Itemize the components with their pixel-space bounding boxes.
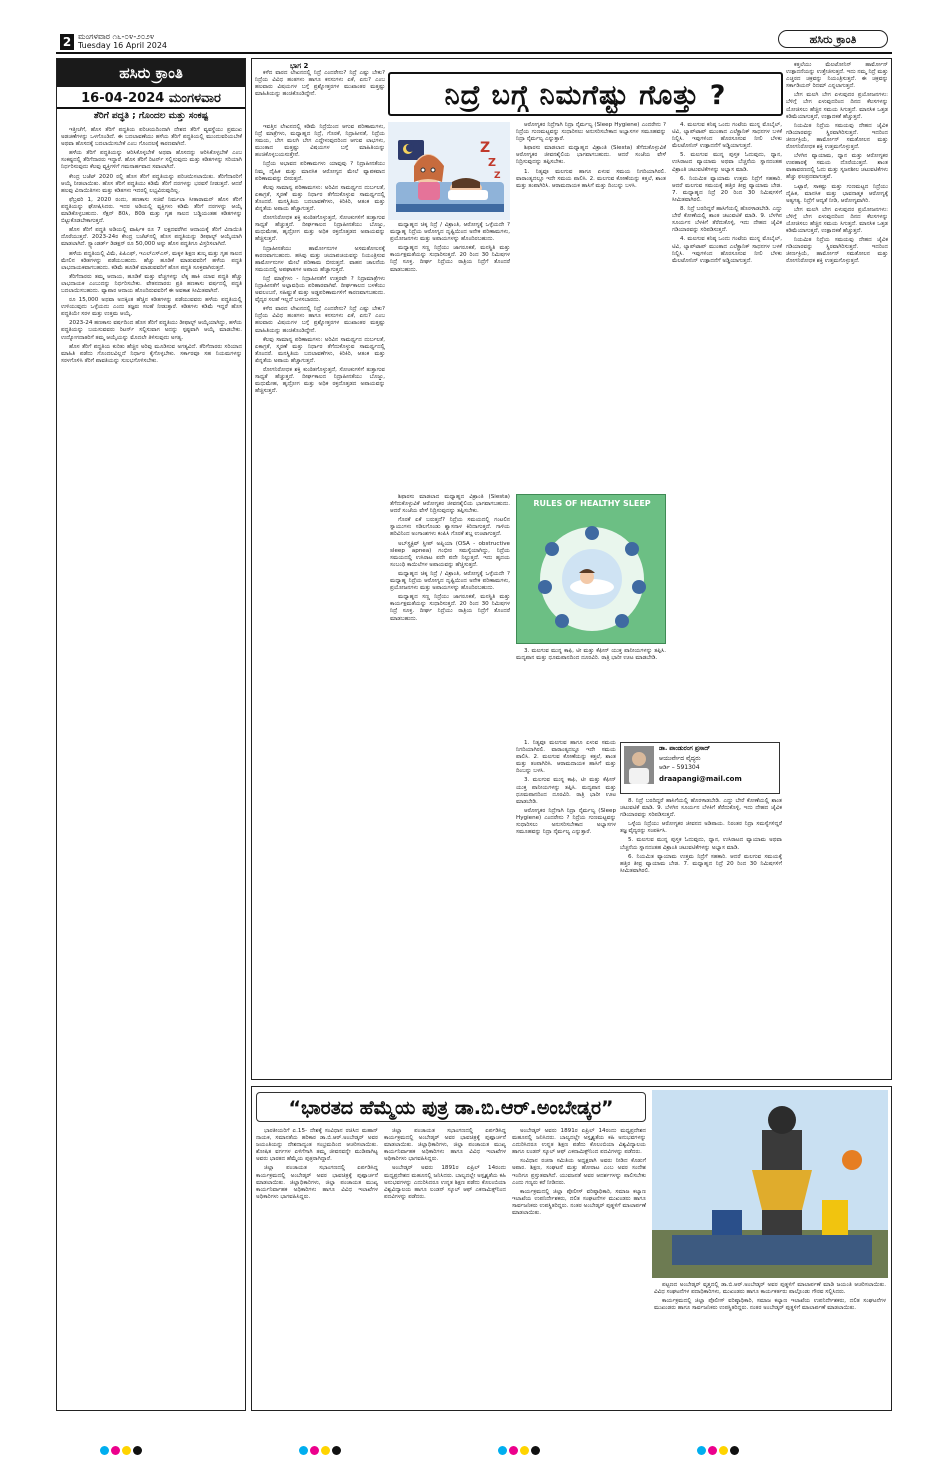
- paragraph: 1. ನಿತ್ಯವೂ ಮಲಗುವ ಹಾಗೂ ಏಳುವ ಸಮಯ ನಿಗದಿಯಾಗಿರಲಿ. ವಾರಾಂತ್ಯದಲ್ಲೂ ಇದೇ ಸಮಯ ಪಾಲಿಸಿ. 2. ಮಲಗುವ ಕೋಣೆಯನ್ನು ಕತ್ತಲೆ, ಶಾಂತ ಮತ್ತು ತಂಪಾಗಿರಿಸಿ. ಆರಾಮದಾಯಕ ಹಾಸಿಗೆ ಮತ್ತು ದಿಂಬನ್ನು ಬಳಸಿ.: [516, 168, 666, 189]
- paragraph: ಆರೋಗ್ಯಕರ ನಿದ್ರೆಗಾಗಿ ನಿದ್ರಾ ನೈರ್ಮಲ್ಯ (Sleep Hygiene) ಎಂದರೇನು ? ನಿದ್ರೆಯ ಗುಣಮಟ್ಟವನ್ನು ಸುಧಾರಿಸಲು ಅನುಸರಿಸಬೇಕಾದ ಅಭ್ಯಾಸಗಳ ಸಮೂಹವನ್ನು ನಿದ್ರಾ ನೈರ್ಮಲ್ಯ ಎನ್ನುತ್ತಾರೆ.: [516, 807, 616, 836]
- sleep-col4: [672, 122, 782, 738]
- header-paper-name: ಹಸಿರು ಕ್ರಾಂತಿ: [778, 30, 888, 48]
- ambedkar-col2: [384, 1128, 506, 1406]
- sleep-col3-lower: [516, 740, 616, 1074]
- part-label: ಭಾಗ 2: [290, 62, 309, 70]
- author-line2: ಆರ್ಡಿ – 591304: [659, 764, 700, 771]
- paragraph: ನಿಯಮಿತ ನಿದ್ರೆಯ ಸಮಯವು ದೇಹದ ಜೈವಿಕ ಗಡಿಯಾರವನ್ನು ಸ್ಥಿರವಾಗಿರಿಸುತ್ತದೆ. ಇದರಿಂದ ಜೀರ್ಣಕ್ರಿಯೆ, ಹಾರ್ಮೋನ್ ಸಮತೋಲನ ಮತ್ತು ರೋಗನಿರೋಧಕ ಶಕ್ತಿ ಉತ್ತಮಗೊಳ್ಳುತ್ತದೆ.: [786, 237, 888, 265]
- paragraph: ಕತ್ತಲೆಯು ಮೆಲಟೋನಿನ್ ಹಾರ್ಮೋನ್ ಉತ್ಪಾದನೆಯನ್ನು ಉತ್ತೇಜಿಸುತ್ತದೆ. ಇದು ನಮ್ಮ ನಿದ್ರೆ ಮತ್ತು ಎಚ್ಚರದ ಚಕ್ರವನ್ನು ನಿಯಂತ್ರಿಸುತ್ತದೆ. ಈ ಚಕ್ರವನ್ನು ಸರ್ಕಾಡಿಯನ್ ರಿದಮ್ ಎನ್ನಲಾಗುತ್ತದೆ.: [786, 62, 888, 90]
- sleep-rules-icon: [517, 509, 666, 644]
- registration-marks: [100, 1440, 860, 1452]
- paragraph: ಶಿಫಾರಸು ಮಾಡಲಾದ ಮಧ್ಯಾಹ್ನದ ವಿಶ್ರಾಂತಿ (Siesta) ತೆಗೆದುಕೊಳ್ಳುವಿಕೆ ಆರೋಗ್ಯಕರ ಜೀವನಶೈಲಿಯ ಭಾಗವಾಗಬಹುದು. ಆದರೆ ಸಂಜೆಯ ವೇಳೆ ನಿದ್ರಿಸುವುದನ್ನು ತಪ್ಪಿಸಬೇಕು.: [516, 145, 666, 166]
- author-line1: ಆಯುರ್ವೇದ ವೈದ್ಯರು: [659, 755, 701, 762]
- paragraph: ರೋಗನಿರೋಧಕ ಶಕ್ತಿ ಕುಂಠಿತಗೊಳ್ಳುತ್ತದೆ, ಸೋಂಕುಗಳಿಗೆ ತುತ್ತಾಗುವ ಸಾಧ್ಯತೆ ಹೆಚ್ಚುತ್ತದೆ. ದೀರ್ಘಕಾಲದ ನಿದ್ರಾಹೀನತೆಯು ಬೊಜ್ಜು, ಮಧುಮೇಹ, ಹೃದ್ರೋಗ ಮತ್ತು ಅಧಿಕ ರಕ್ತದೊತ್ತಡದ ಅಪಾಯವನ್ನು ಹೆಚ್ಚಿಸುತ್ತದೆ.: [255, 367, 385, 395]
- person-icon: [624, 746, 654, 784]
- bed-scene-icon: [388, 122, 510, 220]
- sleepless-illustration: [388, 122, 510, 220]
- paragraph: ಇವತ್ತಿನ ಲೇಖನದಲ್ಲಿ ಕಡಿಮೆ ನಿದ್ರೆಯಿಂದ ಆಗುವ ಪರಿಣಾಮಗಳು, ನಿದ್ರೆ ಮಾತ್ರೆಗಳು, ಮಧ್ಯಾಹ್ನದ ನಿದ್ರೆ, ಗೊರಕೆ, ನಿದ್ರಾಹೀನತೆ, ನಿದ್ರೆಯ ಸಮಯ, ಬೇಗ ಮಲಗಿ ಬೇಗ ಎದ್ದೇಳುವುದರಿಂದ ಆಗುವ ಲಾಭಗಳು, ಮುಂತಾದ ಮತ್ತಷ್ಟು ವಿಷಯಗಳ ಬಗ್ಗೆ ಮಾಹಿತಿಯನ್ನು ಹಂಚಿಕೊಳ್ಳಬಯಸುತ್ತೇನೆ.: [255, 124, 385, 159]
- paragraph: ಕಳೆದ ವಾರದ ಲೇಖನದಲ್ಲಿ ನಿದ್ರೆ ಎಂದರೇನು? ನಿದ್ರೆ ಎಷ್ಟು ಬೇಕು? ನಿದ್ರೆಯ ವಿವಿಧ ಹಂತಗಳು ಹಾಗೂ ಕನಸುಗಳು ಏಕೆ, ಏನು? ಎಂಬ ಹಲವಾರು ವಿಷಯಗಳ ಬಗ್ಗೆ ಪ್ರಶ್ನೋತ್ತರಗಳ ಮುಖಾಂತರ ಮತ್ತಷ್ಟು ಮಾಹಿತಿಯನ್ನು ಹಂಚಿಕೊಂಡಿದ್ದೇನೆ.: [255, 70, 385, 98]
- sleep-title: ನಿದ್ರೆ ಬಗ್ಗೆ ನಿಮಗೆಷ್ಟು ಗೊತ್ತು ?: [388, 72, 783, 116]
- paragraph: ಮಧ್ಯಾಹ್ನದ ಸಣ್ಣ ನಿದ್ರೆಯು ಜಾಗರೂಕತೆ, ಮನಸ್ಥಿತಿ ಮತ್ತು ಕಾರ್ಯಕ್ಷಮತೆಯನ್ನು ಸುಧಾರಿಸುತ್ತದೆ. 20 ರಿಂದ 30 ನಿಮಿಷಗಳ ನಿದ್ರೆ ಸೂಕ್ತ. ದೀರ್ಘ ನಿದ್ರೆಯು ರಾತ್ರಿಯ ನಿದ್ರೆಗೆ ತೊಂದರೆ ಮಾಡಬಹುದು.: [390, 245, 510, 273]
- paragraph: 4. ಮಲಗುವ ಕನಿಷ್ಠ ಒಂದು ಗಂಟೆಯ ಮುನ್ನ ಮೊಬೈಲ್, ಟಿವಿ, ಲ್ಯಾಪ್‌ಟಾಪ್ ಮುಂತಾದ ಎಲೆಕ್ಟ್ರಾನಿಕ್ ಸಾಧನಗಳ ಬಳಕೆ ನಿಲ್ಲಿಸಿ. ಇವುಗಳಿಂದ ಹೊರಸೂಸುವ ನೀಲಿ ಬೆಳಕು ಮೆಲಟೋನಿನ್ ಉತ್ಪಾದನೆಗೆ ಅಡ್ಡಿಯಾಗುತ್ತದೆ.: [672, 122, 782, 150]
- paragraph: ಹೊಸ ತೆರಿಗೆ ಪದ್ಧತಿ ಅಡಿಯಲ್ಲಿ ವಾರ್ಷಿಕ ರೂ 7 ಲಕ್ಷದವರೆಗಿನ ಆದಾಯಕ್ಕೆ ತೆರಿಗೆ ವಿನಾಯಿತಿ ದೊರೆಯುತ್ತದೆ. 2023-24ರ ಕೇಂದ್ರ ಬಜೆಟ್‌ನಲ್ಲಿ ಹೊಸ ಪದ್ಧತಿಯನ್ನು ಡೀಫಾಲ್ಟ್ ಆಯ್ಕೆಯಾಗಿ ಮಾಡಲಾಗಿದೆ. ಸ್ಟ್ಯಾಂಡರ್ಡ್ ಡಿಡಕ್ಷನ್ ರೂ 50,000 ಅನ್ನು ಹೊಸ ಪದ್ಧತಿಗೂ ವಿಸ್ತರಿಸಲಾಗಿದೆ.: [61, 227, 242, 248]
- paragraph: 8. ನಿದ್ರೆ ಬರದಿದ್ದರೆ ಹಾಸಿಗೆಯಲ್ಲಿ ಹೊರಳಾಡಬೇಡಿ. ಎದ್ದು ಬೇರೆ ಕೋಣೆಯಲ್ಲಿ ಶಾಂತ ಚಟುವಟಿಕೆ ಮಾಡಿ. 9. ಬೆಳಗಿನ ಸೂರ್ಯನ ಬೆಳಕಿಗೆ ತೆರೆದುಕೊಳ್ಳಿ, ಇದು ದೇಹದ ಜೈವಿಕ ಗಡಿಯಾರವನ್ನು ಸರಿಪಡಿಸುತ್ತದೆ.: [620, 798, 782, 819]
- paragraph: ಇತ್ತೀಚೆಗೆ, ಹೊಸ ತೆರಿಗೆ ಪದ್ಧತಿಯ ಪರಿಚಯದಿಂದಾಗಿ ದೇಶದ ತೆರಿಗೆ ವ್ಯವಸ್ಥೆಯು ಪ್ರಮುಖ ಅಡಚಣೆಗಳನ್ನು ಒಳಗೊಂಡಿದೆ. ಈ ಬದಲಾವಣೆಯು ಹಳೆಯ ತೆರಿಗೆ ಪದ್ಧತಿಯಲ್ಲಿ ಮುಂದುವರಿಯಬೇಕೆ ಅಥವಾ ಹೊಸದಕ್ಕೆ ಬದಲಾಯಿಸಬೇಕೆ ಎಂಬ ಗೊಂದಲಕ್ಕೆ ಕಾರಣವಾಗಿದೆ.: [61, 127, 242, 148]
- paragraph: ಕಳೆದ ವಾರದ ಲೇಖನದಲ್ಲಿ ನಿದ್ರೆ ಎಂದರೇನು? ನಿದ್ರೆ ಎಷ್ಟು ಬೇಕು? ನಿದ್ರೆಯ ವಿವಿಧ ಹಂತಗಳು ಹಾಗೂ ಕನಸುಗಳು ಏಕೆ, ಏನು? ಎಂಬ ಹಲವಾರು ವಿಷಯಗಳ ಬಗ್ಗೆ ಪ್ರಶ್ನೋತ್ತರಗಳ ಮುಖಾಂತರ ಮತ್ತಷ್ಟು ಮಾಹಿತಿಯನ್ನು ಹಂಚಿಕೊಂಡಿದ್ದೇನೆ.: [255, 306, 385, 334]
- paragraph: ಬೇಗ ಮಲಗಿ ಬೇಗ ಏಳುವುದರ ಪ್ರಯೋಜನಗಳು: ಬೆಳಿಗ್ಗೆ ಬೇಗ ಏಳುವುದರಿಂದ ದಿನದ ಕೆಲಸಗಳನ್ನು ಯೋಜಿಸಲು ಹೆಚ್ಚಿನ ಸಮಯ ಸಿಗುತ್ತದೆ. ಮಾನಸಿಕ ಒತ್ತಡ ಕಡಿಮೆಯಾಗುತ್ತದೆ, ಉತ್ಪಾದಕತೆ ಹೆಚ್ಚುತ್ತದೆ.: [786, 92, 888, 120]
- paragraph: ಬೆಳಗಿನ ವ್ಯಾಯಾಮ, ಧ್ಯಾನ ಮತ್ತು ಆರೋಗ್ಯಕರ ಉಪಹಾರಕ್ಕೆ ಸಮಯ ದೊರೆಯುತ್ತದೆ. ಶಾಂತ ವಾತಾವರಣದಲ್ಲಿ ಓದು ಮತ್ತು ಸೃಜನಶೀಲ ಚಟುವಟಿಕೆಗಳು ಹೆಚ್ಚು ಫಲಪ್ರದವಾಗುತ್ತವೆ.: [786, 153, 888, 181]
- paragraph: ಕೇಂದ್ರ ಬಜೆಟ್ 2020 ರಲ್ಲಿ ಹೊಸ ತೆರಿಗೆ ಪದ್ಧತಿಯನ್ನು ಪರಿಚಯಿಸಲಾಯಿತು. ತೆರಿಗೆದಾರರಿಗೆ ಆಯ್ಕೆ ನೀಡಲಾಯಿತು. ಹೊಸ ತೆರಿಗೆ ಪದ್ಧತಿಯು ಕಡಿಮೆ ತೆರಿಗೆ ದರಗಳನ್ನು ಭರವಸೆ ನೀಡುತ್ತದೆ. ಆದರೆ ಹಲವು ವಿನಾಯಿತಿಗಳು ಮತ್ತು ಕಡಿತಗಳು ಇದರಲ್ಲಿ ಲಭ್ಯವಿರುವುದಿಲ್ಲ.: [61, 173, 242, 194]
- paragraph: ಸಂವಿಧಾನ ರಚನಾ ಸಮಿತಿಯ ಅಧ್ಯಕ್ಷರಾಗಿ ಅವರು ನೀಡಿದ ಕೊಡುಗೆ ಅಪಾರ. ಶಿಕ್ಷಣ, ಸಂಘಟನೆ ಮತ್ತು ಹೋರಾಟ ಎಂಬ ಅವರ ಸಂದೇಶ ಇಂದಿಗೂ ಪ್ರಸ್ತುತವಾಗಿದೆ. ಯುವಜನತೆ ಅವರ ಆದರ್ಶಗಳನ್ನು ಪಾಲಿಸಬೇಕು ಎಂದು ಗಣ್ಯರು ಕರೆ ನೀಡಿದರು.: [512, 1158, 646, 1186]
- left-date-line: 16-04-2024 ಮಂಗಳವಾರ: [57, 89, 245, 109]
- paragraph: ನಿದ್ರೆಯ ಅಭಾವದ ಪರಿಣಾಮಗಳು ಯಾವುವು ? ನಿದ್ರಾಹೀನತೆಯು ನಿಮ್ಮ ದೈಹಿಕ ಮತ್ತು ಮಾನಸಿಕ ಆರೋಗ್ಯದ ಮೇಲೆ ವ್ಯಾಪಕವಾದ ಪರಿಣಾಮವನ್ನು ಬೀರುತ್ತದೆ.: [255, 161, 385, 182]
- author-photo: [624, 746, 654, 784]
- author-email[interactable]: draapangi@mail.com: [659, 775, 742, 783]
- paragraph: ನಿಯಮಿತ ನಿದ್ರೆಯ ಸಮಯವು ದೇಹದ ಜೈವಿಕ ಗಡಿಯಾರವನ್ನು ಸ್ಥಿರವಾಗಿರಿಸುತ್ತದೆ. ಇದರಿಂದ ಜೀರ್ಣಕ್ರಿಯೆ, ಹಾರ್ಮೋನ್ ಸಮತೋಲನ ಮತ್ತು ರೋಗನಿರೋಧಕ ಶಕ್ತಿ ಉತ್ತಮಗೊಳ್ಳುತ್ತದೆ.: [786, 122, 888, 151]
- paragraph: 4. ಮಲಗುವ ಕನಿಷ್ಠ ಒಂದು ಗಂಟೆಯ ಮುನ್ನ ಮೊಬೈಲ್, ಟಿವಿ, ಲ್ಯಾಪ್‌ಟಾಪ್ ಮುಂತಾದ ಎಲೆಕ್ಟ್ರಾನಿಕ್ ಸಾಧನಗಳ ಬಳಕೆ ನಿಲ್ಲಿಸಿ. ಇವುಗಳಿಂದ ಹೊರಸೂಸುವ ನೀಲಿ ಬೆಳಕು ಮೆಲಟೋನಿನ್ ಉತ್ಪಾದನೆಗೆ ಅಡ್ಡಿಯಾಗುತ್ತದೆ.: [672, 236, 782, 264]
- paragraph: ಗೊರಕೆ ಏಕೆ ಬರುತ್ತದೆ? ನಿದ್ರೆಯ ಸಮಯದಲ್ಲಿ ಗಂಟಲಿನ ಸ್ನಾಯುಗಳು ಸಡಿಲಗೊಂಡು ಶ್ವಾಸನಾಳ ಕಿರಿದಾಗುತ್ತದೆ. ಗಾಳಿಯ ಹರಿವಿನಿಂದ ಅಂಗಾಂಶಗಳು ಕಂಪಿಸಿ ಗೊರಕೆ ಶಬ್ದ ಉಂಟಾಗುತ್ತದೆ.: [390, 517, 510, 538]
- paragraph: ನಿದ್ರಾಹೀನತೆಯು ಹಾರ್ಮೋನುಗಳ ಅಸಮತೋಲನಕ್ಕೆ ಕಾರಣವಾಗಬಹುದು. ಹಸಿವು ಮತ್ತು ಚಯಾಪಚಯವನ್ನು ನಿಯಂತ್ರಿಸುವ ಹಾರ್ಮೋನುಗಳ ಮೇಲೆ ಪರಿಣಾಮ ಬೀರುತ್ತದೆ. ವಾಹನ ಚಾಲನೆಯ ಸಮಯದಲ್ಲಿ ಅಪಘಾತಗಳ ಅಪಾಯ ಹೆಚ್ಚಾಗುತ್ತದೆ.: [255, 245, 385, 273]
- infographic-title: RULES OF HEALTHY SLEEP: [533, 499, 651, 508]
- paragraph: ಹೊಸ ತೆರಿಗೆ ಪದ್ಧತಿಯ ಕುರಿತು ಹೆಚ್ಚಿನ ಅರಿವು ಮೂಡಿಸುವ ಅಗತ್ಯವಿದೆ. ತೆರಿಗೆದಾರರು ಸರಿಯಾದ ಮಾಹಿತಿ ಪಡೆದು ಗೊಂದಲವಿಲ್ಲದೆ ನಿರ್ಧಾರ ಕೈಗೊಳ್ಳಬೇಕು. ಸರ್ಕಾರವೂ ಸಹ ನಿಯಮಗಳನ್ನು ಸರಳಗೊಳಿಸಿ ತೆರಿಗೆ ಪಾವತಿಯನ್ನು ಸುಲಭಗೊಳಿಸಬೇಕು.: [61, 343, 242, 364]
- paragraph: 3. ಮಲಗುವ ಮುನ್ನ ಕಾಫಿ, ಟೀ ಮತ್ತು ಕೆಫೀನ್ ಯುಕ್ತ ಪಾನೀಯಗಳನ್ನು ತಪ್ಪಿಸಿ. ಮದ್ಯಪಾನ ಮತ್ತು ಧೂಮಪಾನದಿಂದ ದೂರವಿರಿ. ರಾತ್ರಿ ಭಾರೀ ಊಟ ಮಾಡಬೇಡಿ.: [516, 777, 616, 805]
- paragraph: 1. ನಿತ್ಯವೂ ಮಲಗುವ ಹಾಗೂ ಏಳುವ ಸಮಯ ನಿಗದಿಯಾಗಿರಲಿ. ವಾರಾಂತ್ಯದಲ್ಲೂ ಇದೇ ಸಮಯ ಪಾಲಿಸಿ. 2. ಮಲಗುವ ಕೋಣೆಯನ್ನು ಕತ್ತಲೆ, ಶಾಂತ ಮತ್ತು ತಂಪಾಗಿರಿಸಿ. ಆರಾಮದಾಯಕ ಹಾಸಿಗೆ ಮತ್ತು ದಿಂಬನ್ನು ಬಳಸಿ.: [516, 740, 616, 775]
- paragraph: ಕಾರ್ಯಕ್ರಮದಲ್ಲಿ ಜಿಲ್ಲಾ ಪೊಲೀಸ್ ವರಿಷ್ಠಾಧಿಕಾರಿ, ಸಮಾಜ ಕಲ್ಯಾಣ ಇಲಾಖೆಯ ಉಪನಿರ್ದೇಶಕರು, ದಲಿತ ಸಂಘಟನೆಗಳ ಮುಖಂಡರು ಹಾಗೂ ಸಾರ್ವಜನಿಕರು ಉಪಸ್ಥಿತರಿದ್ದರು. ನಂತರ ಅಂಬೇಡ್ಕರ್ ಪುತ್ಥಳಿಗೆ ಮಾಲಾರ್ಪಣೆ ಮಾಡಲಾಯಿತು.: [654, 1298, 886, 1312]
- caption: ಪಟ್ಟಣದ ಅಂಬೇಡ್ಕರ್ ವೃತ್ತದಲ್ಲಿ ಡಾ.ಬಿ.ಆರ್.ಅಂಬೇಡ್ಕರ್ ಅವರ ಪುತ್ಥಳಿಗೆ ಮಾಲಾರ್ಪಣೆ ಮಾಡಿ ಜಯಂತಿ ಆಚರಿಸಲಾಯಿತು. ವಿವಿಧ ಸಂಘಟನೆಗಳ ಪದಾಧಿಕಾರಿಗಳು, ಮುಖಂಡರು ಹಾಗೂ ಕಾರ್ಯಕರ್ತರು ಪಾಲ್ಗೊಂಡು ಗೌರವ ಸಲ್ಲಿಸಿದರು.: [654, 1282, 886, 1296]
- sleep-col5: [786, 62, 888, 1074]
- sleep-col1-top: [255, 70, 385, 124]
- sleep-col3-bottom: [516, 648, 666, 738]
- ambedkar-statue-photo: [652, 1090, 888, 1278]
- paragraph: 5. ಮಲಗುವ ಮುನ್ನ ಪುಸ್ತಕ ಓದುವುದು, ಧ್ಯಾನ, ಉಸಿರಾಟದ ವ್ಯಾಯಾಮ ಅಥವಾ ಬೆಚ್ಚನೆಯ ಸ್ನಾನದಂತಹ ವಿಶ್ರಾಂತಿ ಚಟುವಟಿಕೆಗಳನ್ನು ಅಭ್ಯಾಸ ಮಾಡಿ.: [620, 837, 782, 851]
- paragraph: ಆರೋಗ್ಯಕರ ನಿದ್ರೆಗಾಗಿ ನಿದ್ರಾ ನೈರ್ಮಲ್ಯ (Sleep Hygiene) ಎಂದರೇನು ? ನಿದ್ರೆಯ ಗುಣಮಟ್ಟವನ್ನು ಸುಧಾರಿಸಲು ಅನುಸರಿಸಬೇಕಾದ ಅಭ್ಯಾಸಗಳ ಸಮೂಹವನ್ನು ನಿದ್ರಾ ನೈರ್ಮಲ್ಯ ಎನ್ನುತ್ತಾರೆ.: [516, 122, 666, 143]
- paragraph: 8. ನಿದ್ರೆ ಬರದಿದ್ದರೆ ಹಾಸಿಗೆಯಲ್ಲಿ ಹೊರಳಾಡಬೇಡಿ. ಎದ್ದು ಬೇರೆ ಕೋಣೆಯಲ್ಲಿ ಶಾಂತ ಚಟುವಟಿಕೆ ಮಾಡಿ. 9. ಬೆಳಗಿನ ಸೂರ್ಯನ ಬೆಳಕಿಗೆ ತೆರೆದುಕೊಳ್ಳಿ, ಇದು ದೇಹದ ಜೈವಿಕ ಗಡಿಯಾರವನ್ನು ಸರಿಪಡಿಸುತ್ತದೆ.: [672, 206, 782, 234]
- ambedkar-title: “ಭಾರತದ ಹೆಮ್ಮೆಯ ಪುತ್ರ ಡಾ.ಬಿ.ಆರ್.ಅಂಬೇಡ್ಕರ”: [256, 1092, 646, 1122]
- header-date-english: Tuesday 16 April 2024: [78, 41, 167, 50]
- paragraph: ಭಾರತೀಯರಿಗೆ ಏ.15- ದೇಶಕ್ಕೆ ಸಂವಿಧಾನ ರಚಿಸಿದ ಮಹಾನ್ ನಾಯಕ, ಸಮಾನತೆಯ ಹರಿಕಾರ ಡಾ.ಬಿ.ಆರ್.ಅಂಬೇಡ್ಕರ್ ಅವರ ಜಯಂತಿಯನ್ನು ದೇಶದಾದ್ಯಂತ ಸಂಭ್ರಮದಿಂದ ಆಚರಿಸಲಾಯಿತು. ಶೋಷಿತ ವರ್ಗಗಳ ಏಳಿಗೆಗಾಗಿ ತಮ್ಮ ಜೀವನವನ್ನೇ ಮುಡಿಪಾಗಿಟ್ಟ ಅವರು ಭಾರತದ ಹೆಮ್ಮೆಯ ಪುತ್ರರಾಗಿದ್ದಾರೆ.: [256, 1128, 378, 1163]
- paragraph: ಫೆಬ್ರವರಿ 1, 2020 ರಂದು, ಹಣಕಾಸು ಸಚಿವೆ ನಿರ್ಮಲಾ ಸೀತಾರಾಮನ್ ಹೊಸ ತೆರಿಗೆ ಪದ್ಧತಿಯನ್ನು ಘೋಷಿಸಿದರು. ಇದರ ಅಡಿಯಲ್ಲಿ ವ್ಯಕ್ತಿಗಳು ಕಡಿಮೆ ತೆರಿಗೆ ದರಗಳನ್ನು ಆಯ್ಕೆ ಮಾಡಿಕೊಳ್ಳಬಹುದು. ಸೆಕ್ಷನ್ 80ಸಿ, 80ಡಿ ಮತ್ತು ಗೃಹ ಸಾಲದ ಬಡ್ಡಿಯಂತಹ ಕಡಿತಗಳನ್ನು ಬಿಟ್ಟುಕೊಡಬೇಕಾಗುತ್ತದೆ.: [61, 196, 242, 225]
- paragraph: ಜಿಲ್ಲಾ ಪಂಚಾಯತ ಸಭಾಂಗಣದಲ್ಲಿ ಏರ್ಪಡಿಸಿದ್ದ ಕಾರ್ಯಕ್ರಮದಲ್ಲಿ ಅಂಬೇಡ್ಕರ್ ಅವರ ಭಾವಚಿತ್ರಕ್ಕೆ ಪುಷ್ಪಾರ್ಚನೆ ಮಾಡಲಾಯಿತು. ಜಿಲ್ಲಾಧಿಕಾರಿಗಳು, ಜಿಲ್ಲಾ ಪಂಚಾಯತ ಮುಖ್ಯ ಕಾರ್ಯನಿರ್ವಾಹಕ ಅಧಿಕಾರಿಗಳು ಹಾಗೂ ವಿವಿಧ ಇಲಾಖೆಗಳ ಅಧಿಕಾರಿಗಳು ಭಾಗವಹಿಸಿದ್ದರು.: [384, 1128, 506, 1163]
- ambedkar-col3: [512, 1128, 646, 1406]
- svg-text:Z: Z: [494, 171, 501, 181]
- paragraph: 6. ನಿಯಮಿತ ವ್ಯಾಯಾಮ ಉತ್ತಮ ನಿದ್ರೆಗೆ ಸಹಕಾರಿ. ಆದರೆ ಮಲಗುವ ಸಮಯಕ್ಕೆ ಹತ್ತಿರ ತೀವ್ರ ವ್ಯಾಯಾಮ ಬೇಡ. 7. ಮಧ್ಯಾಹ್ನದ ನಿದ್ರೆ 20 ರಿಂದ 30 ನಿಮಿಷಗಳಿಗೆ ಸೀಮಿತವಾಗಿರಲಿ.: [620, 853, 782, 874]
- paragraph: ರೂ 15,000 ಅಥವಾ ಅದಕ್ಕಿಂತ ಹೆಚ್ಚಿನ ಕಡಿತಗಳನ್ನು ಪಡೆಯುವವರು ಹಳೆಯ ಪದ್ಧತಿಯಲ್ಲಿ ಉಳಿಯುವುದು ಒಳ್ಳೆಯದು ಎಂದು ತಜ್ಞರು ಸಲಹೆ ನೀಡುತ್ತಾರೆ. ಕಡಿತಗಳು ಕಡಿಮೆ ಇದ್ದರೆ ಹೊಸ ಪದ್ಧತಿಯೇ ಸರಳ ಮತ್ತು ಉತ್ತಮ ಆಯ್ಕೆ.: [61, 297, 242, 318]
- header-rule: [56, 52, 892, 54]
- paragraph: 5. ಮಲಗುವ ಮುನ್ನ ಪುಸ್ತಕ ಓದುವುದು, ಧ್ಯಾನ, ಉಸಿರಾಟದ ವ್ಯಾಯಾಮ ಅಥವಾ ಬೆಚ್ಚನೆಯ ಸ್ನಾನದಂತಹ ವಿಶ್ರಾಂತಿ ಚಟುವಟಿಕೆಗಳನ್ನು ಅಭ್ಯಾಸ ಮಾಡಿ.: [672, 152, 782, 173]
- header-date-kannada: ಮಂಗಳವಾರ ೧೬-೦೪-೨೦೨೪: [78, 32, 155, 41]
- ambedkar-photo-caption: [654, 1282, 886, 1406]
- paragraph: ಅಂಬೇಡ್ಕರ್ ಅವರು 1891ರ ಏಪ್ರಿಲ್ 14ರಂದು ಮಧ್ಯಪ್ರದೇಶದ ಮಹೂನಲ್ಲಿ ಜನಿಸಿದರು. ಬಾಲ್ಯದಲ್ಲೇ ಅಸ್ಪೃಶ್ಯತೆಯ ಕಹಿ ಅನುಭವಗಳನ್ನು ಎದುರಿಸಿದರೂ ಉನ್ನತ ಶಿಕ್ಷಣ ಪಡೆದು ಕೊಲಂಬಿಯಾ ವಿಶ್ವವಿದ್ಯಾಲಯ ಹಾಗೂ ಲಂಡನ್ ಸ್ಕೂಲ್ ಆಫ್ ಎಕನಾಮಿಕ್ಸ್‌ನಿಂದ ಪದವಿಗಳನ್ನು ಪಡೆದರು.: [512, 1128, 646, 1156]
- statue-scene-icon: [652, 1090, 888, 1278]
- paragraph: ಹಳೆಯ ಪದ್ಧತಿಯಲ್ಲಿ ವಿಮೆ, ಪಿಪಿಎಫ್, ಇಎಲ್‌ಎಸ್‌ಎಸ್, ಮಕ್ಕಳ ಶಿಕ್ಷಣ ಶುಲ್ಕ ಮತ್ತು ಗೃಹ ಸಾಲದ ಮೇಲಿನ ಕಡಿತಗಳನ್ನು ಪಡೆಯಬಹುದು. ಹೆಚ್ಚು ಹೂಡಿಕೆ ಮಾಡುವವರಿಗೆ ಹಳೆಯ ಪದ್ಧತಿ ಲಾಭದಾಯಕವಾಗಬಹುದು. ಕಡಿಮೆ ಹೂಡಿಕೆ ಮಾಡುವವರಿಗೆ ಹೊಸ ಪದ್ಧತಿ ಸೂಕ್ತವಾಗಿರುತ್ತದೆ.: [61, 250, 242, 271]
- sleep-col2-top: [390, 222, 510, 492]
- paragraph: 2023-24 ಹಣಕಾಸು ವರ್ಷದಿಂದ ಹೊಸ ತೆರಿಗೆ ಪದ್ಧತಿಯು ಡೀಫಾಲ್ಟ್ ಆಯ್ಕೆಯಾಗಿದ್ದು, ಹಳೆಯ ಪದ್ಧತಿಯನ್ನು ಬಯಸುವವರು ರಿಟರ್ನ್ ಸಲ್ಲಿಸುವಾಗ ಅದನ್ನು ಸ್ಪಷ್ಟವಾಗಿ ಆಯ್ಕೆ ಮಾಡಬೇಕು. ಉದ್ಯೋಗದಾತರಿಗೆ ತಮ್ಮ ಆಯ್ಕೆಯನ್ನು ಮೊದಲೇ ತಿಳಿಸುವುದು ಅಗತ್ಯ.: [61, 320, 242, 341]
- paragraph: ಅಬ್‌ಸ್ಟ್ರಕ್ಟಿವ್ ಸ್ಲೀಪ್ ಅಪ್ನಿಯಾ (OSA - obstructive sleep apnea) ಗಂಭೀರ ಸಮಸ್ಯೆಯಾಗಿದ್ದು, ನಿದ್ರೆಯ ಸಮಯದಲ್ಲಿ ಉಸಿರಾಟ ಪದೇ ಪದೇ ನಿಲ್ಲುತ್ತದೆ. ಇದು ಹೃದಯ ಸಂಬಂಧಿ ಕಾಯಿಲೆಗಳ ಅಪಾಯವನ್ನು ಹೆಚ್ಚಿಸುತ್ತದೆ.: [390, 540, 510, 568]
- paragraph: 3. ಮಲಗುವ ಮುನ್ನ ಕಾಫಿ, ಟೀ ಮತ್ತು ಕೆಫೀನ್ ಯುಕ್ತ ಪಾನೀಯಗಳನ್ನು ತಪ್ಪಿಸಿ. ಮದ್ಯಪಾನ ಮತ್ತು ಧೂಮಪಾನದಿಂದ ದೂರವಿರಿ. ರಾತ್ರಿ ಭಾರೀ ಊಟ ಮಾಡಬೇಡಿ.: [516, 648, 666, 662]
- paragraph: ಒಳ್ಳೆಯ ನಿದ್ರೆಯು ಆರೋಗ್ಯಕರ ಜೀವನದ ಅಡಿಪಾಯ. ನಿರಂತರ ನಿದ್ರಾ ಸಮಸ್ಯೆಗಳಿದ್ದರೆ ತಜ್ಞ ವೈದ್ಯರನ್ನು ಸಂಪರ್ಕಿಸಿ.: [620, 821, 782, 835]
- left-masthead: [57, 59, 245, 87]
- page-number: 2: [60, 34, 74, 50]
- paragraph: ಶಿಫಾರಸು ಮಾಡಲಾದ ಮಧ್ಯಾಹ್ನದ ವಿಶ್ರಾಂತಿ (Siesta) ತೆಗೆದುಕೊಳ್ಳುವಿಕೆ ಆರೋಗ್ಯಕರ ಜೀವನಶೈಲಿಯ ಭಾಗವಾಗಬಹುದು. ಆದರೆ ಸಂಜೆಯ ವೇಳೆ ನಿದ್ರಿಸುವುದನ್ನು ತಪ್ಪಿಸಬೇಕು.: [390, 494, 510, 515]
- paragraph: ಕೆಲವು ಸಾಮಾನ್ಯ ಪರಿಣಾಮಗಳು: ಅರಿವಿನ ಸಾಮರ್ಥ್ಯದ ದುರ್ಬಲತೆ, ಏಕಾಗ್ರತೆ, ಸ್ಮರಣೆ ಮತ್ತು ನಿರ್ಧಾರ ತೆಗೆದುಕೊಳ್ಳುವ ಸಾಮರ್ಥ್ಯದಲ್ಲಿ ತೊಂದರೆ. ಮನಸ್ಥಿತಿಯ ಬದಲಾವಣೆಗಳು, ಕಿರಿಕಿರಿ, ಆತಂಕ ಮತ್ತು ಖಿನ್ನತೆಯ ಅಪಾಯ ಹೆಚ್ಚಾಗುತ್ತದೆ.: [255, 336, 385, 364]
- paragraph: ಜಿಲ್ಲಾ ಪಂಚಾಯತ ಸಭಾಂಗಣದಲ್ಲಿ ಏರ್ಪಡಿಸಿದ್ದ ಕಾರ್ಯಕ್ರಮದಲ್ಲಿ ಅಂಬೇಡ್ಕರ್ ಅವರ ಭಾವಚಿತ್ರಕ್ಕೆ ಪುಷ್ಪಾರ್ಚನೆ ಮಾಡಲಾಯಿತು. ಜಿಲ್ಲಾಧಿಕಾರಿಗಳು, ಜಿಲ್ಲಾ ಪಂಚಾಯತ ಮುಖ್ಯ ಕಾರ್ಯನಿರ್ವಾಹಕ ಅಧಿಕಾರಿಗಳು ಹಾಗೂ ವಿವಿಧ ಇಲಾಖೆಗಳ ಅಧಿಕಾರಿಗಳು ಭಾಗವಹಿಸಿದ್ದರು.: [256, 1165, 378, 1200]
- paragraph: ಮಧ್ಯಾಹ್ನದ ಸಣ್ಣ ನಿದ್ರೆಯು ಜಾಗರೂಕತೆ, ಮನಸ್ಥಿತಿ ಮತ್ತು ಕಾರ್ಯಕ್ಷಮತೆಯನ್ನು ಸುಧಾರಿಸುತ್ತದೆ. 20 ರಿಂದ 30 ನಿಮಿಷಗಳ ನಿದ್ರೆ ಸೂಕ್ತ. ದೀರ್ಘ ನಿದ್ರೆಯು ರಾತ್ರಿಯ ನಿದ್ರೆಗೆ ತೊಂದರೆ ಮಾಡಬಹುದು.: [390, 594, 510, 622]
- author-card: [620, 742, 780, 794]
- masthead-text: ಹಸಿರು ಕ್ರಾಂತಿ: [119, 64, 183, 82]
- author-name: ಡಾ. ಪಾಂಡುರಂಗ ಪ್ರಸಾದ್: [659, 745, 711, 752]
- paragraph: ಬೇಗ ಮಲಗಿ ಬೇಗ ಏಳುವುದರ ಪ್ರಯೋಜನಗಳು: ಬೆಳಿಗ್ಗೆ ಬೇಗ ಏಳುವುದರಿಂದ ದಿನದ ಕೆಲಸಗಳನ್ನು ಯೋಜಿಸಲು ಹೆಚ್ಚಿನ ಸಮಯ ಸಿಗುತ್ತದೆ. ಮಾನಸಿಕ ಒತ್ತಡ ಕಡಿಮೆಯಾಗುತ್ತದೆ, ಉತ್ಪಾದಕತೆ ಹೆಚ್ಚುತ್ತದೆ.: [786, 206, 888, 235]
- sleep-col2-bottom: [390, 494, 510, 1074]
- paragraph: ಕೆಲವು ಸಾಮಾನ್ಯ ಪರಿಣಾಮಗಳು: ಅರಿವಿನ ಸಾಮರ್ಥ್ಯದ ದುರ್ಬಲತೆ, ಏಕಾಗ್ರತೆ, ಸ್ಮರಣೆ ಮತ್ತು ನಿರ್ಧಾರ ತೆಗೆದುಕೊಳ್ಳುವ ಸಾಮರ್ಥ್ಯದಲ್ಲಿ ತೊಂದರೆ. ಮನಸ್ಥಿತಿಯ ಬದಲಾವಣೆಗಳು, ಕಿರಿಕಿರಿ, ಆತಂಕ ಮತ್ತು ಖಿನ್ನತೆಯ ಅಪಾಯ ಹೆಚ್ಚಾಗುತ್ತದೆ.: [255, 184, 385, 213]
- paragraph: ತೆರಿಗೆದಾರರು ತಮ್ಮ ಆದಾಯ, ಹೂಡಿಕೆ ಮತ್ತು ವೆಚ್ಚಗಳನ್ನು ಲೆಕ್ಕ ಹಾಕಿ ಯಾವ ಪದ್ಧತಿ ಹೆಚ್ಚು ಲಾಭದಾಯಕ ಎಂಬುದನ್ನು ನಿರ್ಧರಿಸಬೇಕು. ವೇತನದಾರರು ಪ್ರತಿ ಹಣಕಾಸು ವರ್ಷದಲ್ಲಿ ಪದ್ಧತಿ ಬದಲಾಯಿಸಬಹುದು. ವ್ಯಾಪಾರ ಆದಾಯ ಹೊಂದಿರುವವರಿಗೆ ಈ ಅವಕಾಶ ಸೀಮಿತವಾಗಿದೆ.: [61, 273, 242, 294]
- healthy-sleep-infographic: [516, 494, 666, 644]
- paragraph: ಮಧ್ಯಾಹ್ನದ ಚಿಕ್ಕ ನಿದ್ರೆ / ವಿಶ್ರಾಂತಿ, ಆರೋಗ್ಯಕ್ಕೆ ಒಳ್ಳೆಯದೇ ? ಮಧ್ಯಾಹ್ನ ನಿದ್ರೆಯ ಆರೋಗ್ಯದ ದೃಷ್ಟಿಯಿಂದ ಅನೇಕ ಪರಿಣಾಮಗಳು, ಪ್ರಯೋಜನಗಳು ಮತ್ತು ಅಪಾಯಗಳನ್ನು ಹೊಂದಿರಬಹುದು.: [390, 222, 510, 243]
- left-subhead: ತೆರಿಗೆ ಪದ್ಧತಿ ; ಗೊಂದಲ ಮತ್ತು ಸಂಕಷ್ಟ: [93, 111, 209, 121]
- sleep-col1-body: [255, 124, 385, 1074]
- paragraph: ರೋಗನಿರೋಧಕ ಶಕ್ತಿ ಕುಂಠಿತಗೊಳ್ಳುತ್ತದೆ, ಸೋಂಕುಗಳಿಗೆ ತುತ್ತಾಗುವ ಸಾಧ್ಯತೆ ಹೆಚ್ಚುತ್ತದೆ. ದೀರ್ಘಕಾಲದ ನಿದ್ರಾಹೀನತೆಯು ಬೊಜ್ಜು, ಮಧುಮೇಹ, ಹೃದ್ರೋಗ ಮತ್ತು ಅಧಿಕ ರಕ್ತದೊತ್ತಡದ ಅಪಾಯವನ್ನು ಹೆಚ್ಚಿಸುತ್ತದೆ.: [255, 215, 385, 243]
- ambedkar-col1: [256, 1128, 378, 1406]
- sleep-col3-top: [516, 122, 666, 492]
- paragraph: ಹಳೆಯ ತೆರಿಗೆ ಪದ್ಧತಿಯನ್ನು ಆರಿಸಿಕೊಳ್ಳಬೇಕೆ ಅಥವಾ ಹೊಸದನ್ನು ಆರಿಸಿಕೊಳ್ಳಬೇಕೆ ಎಂಬ ಸಂಕಷ್ಟದಲ್ಲಿ ತೆರಿಗೆದಾರರು ಇದ್ದಾರೆ. ಹೊಸ ತೆರಿಗೆ ರಿಟರ್ನ್ ಸಲ್ಲಿಸುವುದು ಮತ್ತು ಕಡಿತಗಳನ್ನು ಸರಿಯಾಗಿ ನಿರ್ಧರಿಸುವುದು ಕೆಲವು ವ್ಯಕ್ತಿಗಳಿಗೆ ಗಮನಾರ್ಹವಾದ ಸವಾಲಾಗಿದೆ.: [61, 150, 242, 171]
- paragraph: ಕಾರ್ಯಕ್ರಮದಲ್ಲಿ ಜಿಲ್ಲಾ ಪೊಲೀಸ್ ವರಿಷ್ಠಾಧಿಕಾರಿ, ಸಮಾಜ ಕಲ್ಯಾಣ ಇಲಾಖೆಯ ಉಪನಿರ್ದೇಶಕರು, ದಲಿತ ಸಂಘಟನೆಗಳ ಮುಖಂಡರು ಹಾಗೂ ಸಾರ್ವಜನಿಕರು ಉಪಸ್ಥಿತರಿದ್ದರು. ನಂತರ ಅಂಬೇಡ್ಕರ್ ಪುತ್ಥಳಿಗೆ ಮಾಲಾರ್ಪಣೆ ಮಾಡಲಾಯಿತು.: [512, 1188, 646, 1217]
- paragraph: 6. ನಿಯಮಿತ ವ್ಯಾಯಾಮ ಉತ್ತಮ ನಿದ್ರೆಗೆ ಸಹಕಾರಿ. ಆದರೆ ಮಲಗುವ ಸಮಯಕ್ಕೆ ಹತ್ತಿರ ತೀವ್ರ ವ್ಯಾಯಾಮ ಬೇಡ. 7. ಮಧ್ಯಾಹ್ನದ ನಿದ್ರೆ 20 ರಿಂದ 30 ನಿಮಿಷಗಳಿಗೆ ಸೀಮಿತವಾಗಿರಲಿ.: [672, 175, 782, 203]
- left-article-body: [61, 127, 242, 1409]
- paragraph: ನಿದ್ರೆ ಮಾತ್ರೆಗಳು - ನಿದ್ರಾಹೀನತೆಗೆ ಉತ್ತರವೇ ? ನಿದ್ರಾಮಾತ್ರೆಗಳು ನಿದ್ರಾಹೀನತೆಗೆ ಅಲ್ಪಾವಧಿಯ ಪರಿಹಾರವಾಗಿವೆ. ದೀರ್ಘಕಾಲದ ಬಳಕೆಯು ಅವಲಂಬನೆ, ಸಹಿಷ್ಣುತೆ ಮತ್ತು ಅಡ್ಡಪರಿಣಾಮಗಳಿಗೆ ಕಾರಣವಾಗಬಹುದು. ವೈದ್ಯರ ಸಲಹೆ ಇಲ್ಲದೆ ಬಳಸಬಾರದು.: [255, 275, 385, 304]
- left-editorial-box: [56, 58, 246, 1411]
- paragraph: ಮಧ್ಯಾಹ್ನದ ಚಿಕ್ಕ ನಿದ್ರೆ / ವಿಶ್ರಾಂತಿ, ಆರೋಗ್ಯಕ್ಕೆ ಒಳ್ಳೆಯದೇ ? ಮಧ್ಯಾಹ್ನ ನಿದ್ರೆಯ ಆರೋಗ್ಯದ ದೃಷ್ಟಿಯಿಂದ ಅನೇಕ ಪರಿಣಾಮಗಳು, ಪ್ರಯೋಜನಗಳು ಮತ್ತು ಅಪಾಯಗಳನ್ನು ಹೊಂದಿರಬಹುದು.: [390, 570, 510, 592]
- svg-text:Z: Z: [488, 156, 496, 169]
- paragraph: ಒಟ್ಟಾರೆ, ಸಾಕಷ್ಟು ಮತ್ತು ಗುಣಮಟ್ಟದ ನಿದ್ರೆಯು ದೈಹಿಕ, ಮಾನಸಿಕ ಮತ್ತು ಭಾವನಾತ್ಮಕ ಆರೋಗ್ಯಕ್ಕೆ ಅತ್ಯಗತ್ಯ. ನಿದ್ರೆಗೆ ಆದ್ಯತೆ ನೀಡಿ, ಆರೋಗ್ಯವಾಗಿರಿ.: [786, 183, 888, 204]
- paragraph: ಅಂಬೇಡ್ಕರ್ ಅವರು 1891ರ ಏಪ್ರಿಲ್ 14ರಂದು ಮಧ್ಯಪ್ರದೇಶದ ಮಹೂನಲ್ಲಿ ಜನಿಸಿದರು. ಬಾಲ್ಯದಲ್ಲೇ ಅಸ್ಪೃಶ್ಯತೆಯ ಕಹಿ ಅನುಭವಗಳನ್ನು ಎದುರಿಸಿದರೂ ಉನ್ನತ ಶಿಕ್ಷಣ ಪಡೆದು ಕೊಲಂಬಿಯಾ ವಿಶ್ವವಿದ್ಯಾಲಯ ಹಾಗೂ ಲಂಡನ್ ಸ್ಕೂಲ್ ಆಫ್ ಎಕನಾಮಿಕ್ಸ್‌ನಿಂದ ಪದವಿಗಳನ್ನು ಪಡೆದರು.: [384, 1165, 506, 1200]
- svg-text:Z: Z: [480, 140, 491, 156]
- sleep-col4-lower: [620, 798, 782, 1074]
